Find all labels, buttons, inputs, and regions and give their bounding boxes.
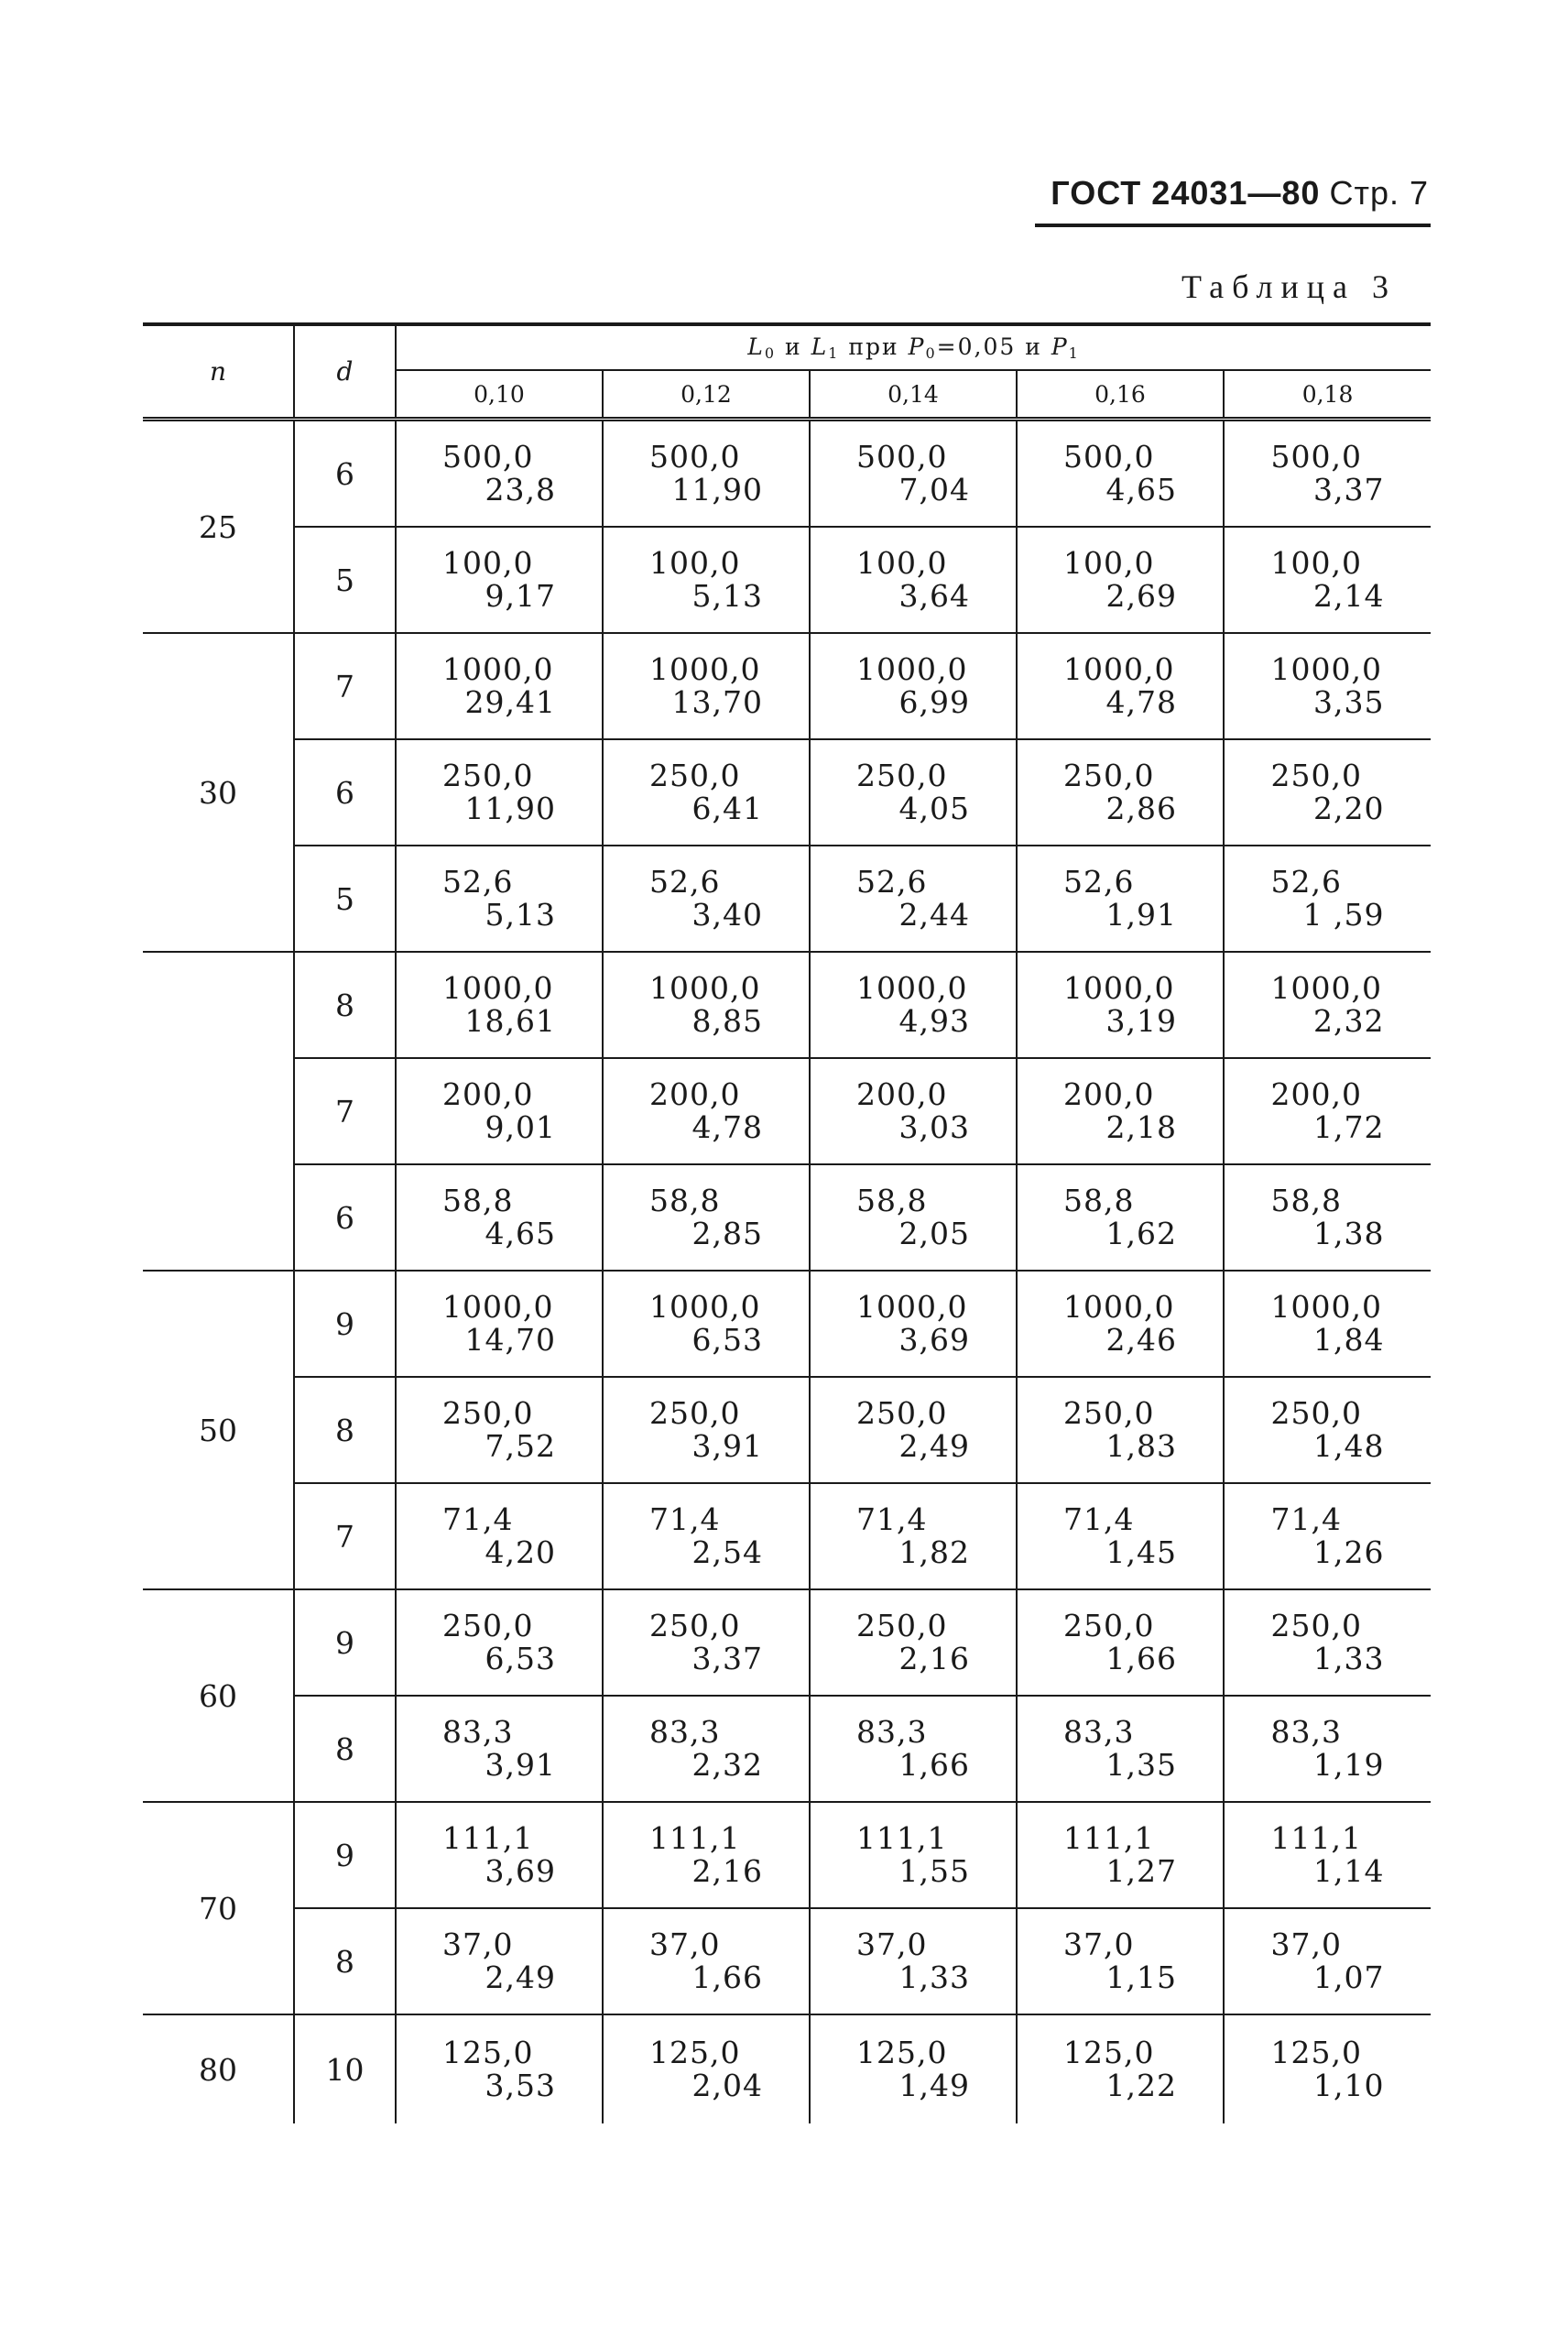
value-l1: 2,49 — [898, 1428, 970, 1464]
value-l1: 3,40 — [691, 897, 763, 933]
cell-value — [603, 846, 810, 952]
value-l0: 111,1 — [1270, 1820, 1363, 1856]
cell-value — [810, 1377, 1017, 1483]
value-l0: 100,0 — [856, 545, 948, 581]
table-3 — [143, 322, 1431, 2123]
cell-value — [396, 739, 603, 846]
value-l0: 71,4 — [856, 1501, 928, 1537]
value-l0: 1000,0 — [442, 1289, 554, 1325]
cell-d: 6 — [294, 420, 396, 528]
value-l0: 58,8 — [1063, 1183, 1135, 1218]
cell-n: 30 — [143, 633, 294, 952]
header-rule — [1035, 224, 1431, 227]
cell-d: 10 — [294, 2014, 396, 2123]
value-l0: 1000,0 — [442, 970, 554, 1006]
value-l0: 52,6 — [442, 864, 514, 900]
value-l1: 1,66 — [898, 1747, 970, 1783]
table-body — [143, 420, 1431, 2124]
value-l1: 1,38 — [1313, 1216, 1385, 1251]
value-l0: 71,4 — [649, 1501, 721, 1537]
value-l1: 13,70 — [671, 684, 763, 720]
cell-value — [1224, 1271, 1431, 1377]
value-l0: 1000,0 — [856, 651, 968, 687]
cell-value — [1224, 2014, 1431, 2123]
cell-value — [603, 952, 810, 1058]
cell-value — [396, 1058, 603, 1164]
data-table — [143, 322, 1431, 2123]
cell-value — [1224, 420, 1431, 528]
cell-value — [1017, 1696, 1224, 1802]
cell-value — [810, 1483, 1017, 1589]
value-l1: 3,19 — [1105, 1003, 1177, 1039]
value-l1: 1,84 — [1313, 1322, 1385, 1358]
table-row — [143, 527, 1431, 633]
value-l0: 71,4 — [442, 1501, 514, 1537]
cell-value — [810, 952, 1017, 1058]
value-l1: 2,16 — [691, 1853, 763, 1889]
value-l0: 1000,0 — [1063, 651, 1175, 687]
value-l1: 1,83 — [1105, 1428, 1177, 1464]
value-l0: 200,0 — [442, 1076, 534, 1112]
value-l1: 1,82 — [898, 1534, 970, 1570]
cell-value — [1224, 633, 1431, 739]
cell-value — [396, 952, 603, 1058]
value-l1: 11,90 — [671, 472, 763, 508]
cell-value — [1224, 952, 1431, 1058]
value-l0: 83,3 — [1270, 1714, 1343, 1750]
value-l1: 2,32 — [1313, 1003, 1385, 1039]
cell-value — [603, 1483, 810, 1589]
cell-value — [603, 1802, 810, 1908]
value-l0: 500,0 — [1063, 439, 1155, 475]
value-l1: 1,26 — [1313, 1534, 1385, 1570]
value-l1: 2,04 — [691, 2068, 763, 2103]
value-l1: 6,53 — [485, 1641, 556, 1676]
value-l0: 58,8 — [856, 1183, 928, 1218]
value-l1: 8,85 — [691, 1003, 763, 1039]
value-l0: 1000,0 — [649, 970, 761, 1006]
value-l1: 1,66 — [691, 1959, 763, 1995]
value-l1: 1,19 — [1313, 1747, 1385, 1783]
cell-value — [396, 1589, 603, 1696]
value-l0: 100,0 — [649, 545, 741, 581]
value-l1: 1,49 — [898, 2068, 970, 2103]
value-l0: 100,0 — [1270, 545, 1363, 581]
cell-value — [810, 633, 1017, 739]
value-l0: 71,4 — [1063, 1501, 1135, 1537]
value-l0: 1000,0 — [649, 1289, 761, 1325]
value-l1: 11,90 — [464, 791, 556, 826]
cell-value — [603, 633, 810, 739]
cell-value — [396, 1908, 603, 2014]
cell-value — [1017, 1589, 1224, 1696]
value-l0: 1000,0 — [1270, 970, 1382, 1006]
value-l0: 71,4 — [1270, 1501, 1343, 1537]
value-l0: 52,6 — [856, 864, 928, 900]
value-l0: 125,0 — [649, 2035, 741, 2070]
value-l0: 250,0 — [442, 758, 534, 793]
cell-value — [603, 1271, 810, 1377]
cell-value — [1017, 739, 1224, 846]
cell-d: 9 — [294, 1589, 396, 1696]
value-l1: 1,35 — [1105, 1747, 1177, 1783]
value-l1: 5,13 — [691, 578, 763, 614]
value-l0: 1000,0 — [1270, 651, 1382, 687]
value-l0: 58,8 — [442, 1183, 514, 1218]
cell-value — [810, 1908, 1017, 2014]
cell-value — [810, 1271, 1017, 1377]
value-l0: 52,6 — [1063, 864, 1135, 900]
value-l0: 37,0 — [649, 1927, 721, 1962]
value-l1: 2,20 — [1313, 791, 1385, 826]
value-l1: 2,85 — [691, 1216, 763, 1251]
cell-value — [1224, 1802, 1431, 1908]
value-l1: 3,37 — [691, 1641, 763, 1676]
cell-value — [1224, 1058, 1431, 1164]
cell-value — [603, 1058, 810, 1164]
column-header-n: n — [143, 324, 294, 420]
cell-d: 8 — [294, 1377, 396, 1483]
cell-value — [396, 1271, 603, 1377]
cell-value — [603, 527, 810, 633]
table-row — [143, 952, 1431, 1058]
cell-n: 60 — [143, 1589, 294, 1802]
cell-d: 7 — [294, 633, 396, 739]
cell-value — [1224, 527, 1431, 633]
column-header-p1: 0,10 — [396, 370, 603, 420]
value-l1: 3,91 — [691, 1428, 763, 1464]
value-l0: 200,0 — [1270, 1076, 1363, 1112]
value-l1: 1,62 — [1105, 1216, 1177, 1251]
cell-value — [1017, 1058, 1224, 1164]
value-l0: 250,0 — [649, 1395, 741, 1431]
cell-value — [396, 420, 603, 528]
value-l1: 2,44 — [898, 897, 970, 933]
standard-number: ГОСТ 24031—80 — [1051, 174, 1321, 212]
value-l1: 4,78 — [1105, 684, 1177, 720]
value-l1: 1 ,59 — [1302, 897, 1385, 933]
cell-value — [1017, 846, 1224, 952]
cell-value — [1017, 1164, 1224, 1271]
cell-value — [1017, 1377, 1224, 1483]
column-group-header: $L_0$ и $L_1$ при $P_0=0,05$ и $P_1$ — [396, 324, 1431, 370]
table-row — [143, 633, 1431, 739]
value-l1: 3,64 — [898, 578, 970, 614]
value-l1: 1,66 — [1105, 1641, 1177, 1676]
value-l0: 111,1 — [442, 1820, 534, 1856]
value-l1: 2,86 — [1105, 791, 1177, 826]
cell-value — [396, 1696, 603, 1802]
cell-d: 7 — [294, 1058, 396, 1164]
value-l1: 1,27 — [1105, 1853, 1177, 1889]
value-l1: 2,46 — [1105, 1322, 1177, 1358]
cell-value — [396, 1164, 603, 1271]
cell-value — [1017, 952, 1224, 1058]
value-l0: 100,0 — [442, 545, 534, 581]
value-l0: 125,0 — [1063, 2035, 1155, 2070]
value-l1: 1,33 — [1313, 1641, 1385, 1676]
cell-d: 6 — [294, 739, 396, 846]
value-l1: 4,93 — [898, 1003, 970, 1039]
cell-value — [1017, 2014, 1224, 2123]
value-l0: 250,0 — [442, 1395, 534, 1431]
value-l1: 3,03 — [898, 1109, 970, 1145]
cell-value — [396, 1802, 603, 1908]
cell-value — [1224, 846, 1431, 952]
table-row — [143, 1483, 1431, 1589]
value-l0: 200,0 — [649, 1076, 741, 1112]
cell-value — [1224, 1164, 1431, 1271]
value-l1: 4,05 — [898, 791, 970, 826]
table-row — [143, 846, 1431, 952]
cell-n — [143, 952, 294, 1271]
column-header-p1: 0,14 — [810, 370, 1017, 420]
value-l1: 1,72 — [1313, 1109, 1385, 1145]
cell-value — [603, 1908, 810, 2014]
cell-d: 6 — [294, 1164, 396, 1271]
cell-d: 8 — [294, 952, 396, 1058]
value-l1: 3,91 — [485, 1747, 556, 1783]
cell-value — [396, 2014, 603, 2123]
cell-value — [396, 1377, 603, 1483]
value-l1: 23,8 — [485, 472, 556, 508]
value-l0: 250,0 — [1270, 1395, 1363, 1431]
cell-value — [1224, 1377, 1431, 1483]
table-row — [143, 1164, 1431, 1271]
value-l1: 4,20 — [485, 1534, 556, 1570]
cell-value — [810, 527, 1017, 633]
cell-value — [603, 1589, 810, 1696]
value-l1: 2,14 — [1313, 578, 1385, 614]
cell-value — [810, 2014, 1017, 2123]
value-l0: 200,0 — [1063, 1076, 1155, 1112]
cell-value — [1224, 1483, 1431, 1589]
value-l1: 3,37 — [1313, 472, 1385, 508]
value-l1: 6,99 — [898, 684, 970, 720]
cell-value — [603, 739, 810, 846]
value-l1: 1,55 — [898, 1853, 970, 1889]
value-l0: 83,3 — [649, 1714, 721, 1750]
value-l1: 1,14 — [1313, 1853, 1385, 1889]
value-l1: 9,01 — [485, 1109, 556, 1145]
cell-value — [1017, 1802, 1224, 1908]
value-l1: 7,52 — [485, 1428, 556, 1464]
table-row — [143, 1802, 1431, 1908]
cell-value — [396, 633, 603, 739]
column-header-p1: 0,18 — [1224, 370, 1431, 420]
cell-value — [810, 846, 1017, 952]
cell-value — [810, 1696, 1017, 1802]
cell-value — [1224, 739, 1431, 846]
table-label: Таблица 3 — [1181, 268, 1397, 305]
cell-value — [810, 1058, 1017, 1164]
value-l0: 500,0 — [856, 439, 948, 475]
table-row — [143, 420, 1431, 528]
value-l0: 100,0 — [1063, 545, 1155, 581]
cell-value — [810, 1589, 1017, 1696]
value-l1: 1,33 — [898, 1959, 970, 1995]
value-l0: 125,0 — [856, 2035, 948, 2070]
cell-n: 70 — [143, 1802, 294, 2014]
cell-value — [1017, 1271, 1224, 1377]
cell-value — [1017, 1483, 1224, 1589]
value-l1: 1,10 — [1313, 2068, 1385, 2103]
cell-n: 80 — [143, 2014, 294, 2123]
value-l1: 4,65 — [485, 1216, 556, 1251]
value-l0: 250,0 — [856, 1395, 948, 1431]
cell-value — [396, 846, 603, 952]
value-l0: 1000,0 — [1063, 1289, 1175, 1325]
value-l0: 1000,0 — [1270, 1289, 1382, 1325]
value-l0: 1000,0 — [856, 1289, 968, 1325]
cell-value — [396, 527, 603, 633]
table-row — [143, 1696, 1431, 1802]
cell-value — [1224, 1696, 1431, 1802]
value-l1: 18,61 — [464, 1003, 556, 1039]
value-l0: 250,0 — [649, 1608, 741, 1643]
value-l0: 1000,0 — [649, 651, 761, 687]
table-row — [143, 2014, 1431, 2123]
value-l0: 500,0 — [649, 439, 741, 475]
value-l1: 2,69 — [1105, 578, 1177, 614]
table-row — [143, 1589, 1431, 1696]
cell-d: 8 — [294, 1908, 396, 2014]
value-l1: 14,70 — [464, 1322, 556, 1358]
value-l1: 2,05 — [898, 1216, 970, 1251]
cell-value — [1017, 1908, 1224, 2014]
cell-value — [396, 1483, 603, 1589]
cell-value — [1017, 527, 1224, 633]
cell-d: 5 — [294, 846, 396, 952]
value-l0: 500,0 — [1270, 439, 1363, 475]
value-l0: 1000,0 — [856, 970, 968, 1006]
value-l0: 1000,0 — [1063, 970, 1175, 1006]
value-l0: 200,0 — [856, 1076, 948, 1112]
cell-value — [810, 420, 1017, 528]
cell-value — [810, 1802, 1017, 1908]
value-l0: 125,0 — [442, 2035, 534, 2070]
value-l1: 2,54 — [691, 1534, 763, 1570]
value-l1: 5,13 — [485, 897, 556, 933]
cell-n: 50 — [143, 1271, 294, 1589]
column-header-p1: 0,12 — [603, 370, 810, 420]
value-l1: 1,15 — [1105, 1959, 1177, 1995]
table-row — [143, 1377, 1431, 1483]
cell-value — [603, 2014, 810, 2123]
value-l0: 37,0 — [1063, 1927, 1135, 1962]
value-l0: 250,0 — [1063, 1608, 1155, 1643]
value-l0: 250,0 — [856, 1608, 948, 1643]
value-l1: 3,69 — [485, 1853, 556, 1889]
cell-value — [1224, 1589, 1431, 1696]
table-row — [143, 739, 1431, 846]
cell-value — [1017, 633, 1224, 739]
value-l0: 500,0 — [442, 439, 534, 475]
value-l0: 111,1 — [649, 1820, 741, 1856]
value-l1: 9,17 — [485, 578, 556, 614]
table-row — [143, 1908, 1431, 2014]
value-l0: 111,1 — [1063, 1820, 1155, 1856]
value-l0: 250,0 — [1270, 1608, 1363, 1643]
cell-value — [810, 739, 1017, 846]
cell-value — [603, 420, 810, 528]
value-l0: 37,0 — [442, 1927, 514, 1962]
value-l0: 250,0 — [1270, 758, 1363, 793]
value-l0: 52,6 — [649, 864, 721, 900]
cell-value — [603, 1164, 810, 1271]
cell-d: 7 — [294, 1483, 396, 1589]
cell-d: 5 — [294, 527, 396, 633]
value-l1: 2,49 — [485, 1959, 556, 1995]
value-l1: 2,16 — [898, 1641, 970, 1676]
value-l0: 250,0 — [649, 758, 741, 793]
cell-d: 9 — [294, 1271, 396, 1377]
value-l0: 83,3 — [1063, 1714, 1135, 1750]
value-l1: 6,53 — [691, 1322, 763, 1358]
page-number: Стр. 7 — [1329, 174, 1429, 212]
value-l0: 58,8 — [1270, 1183, 1343, 1218]
value-l0: 83,3 — [856, 1714, 928, 1750]
value-l1: 2,18 — [1105, 1109, 1177, 1145]
value-l0: 111,1 — [856, 1820, 948, 1856]
cell-value — [1017, 420, 1224, 528]
value-l0: 58,8 — [649, 1183, 721, 1218]
value-l0: 125,0 — [1270, 2035, 1363, 2070]
table-row — [143, 1058, 1431, 1164]
value-l1: 4,65 — [1105, 472, 1177, 508]
column-header-d: d — [294, 324, 396, 420]
value-l0: 250,0 — [856, 758, 948, 793]
page-header — [962, 174, 1429, 213]
value-l0: 250,0 — [1063, 1395, 1155, 1431]
cell-n: 25 — [143, 420, 294, 634]
value-l1: 3,35 — [1313, 684, 1385, 720]
value-l1: 1,48 — [1313, 1428, 1385, 1464]
value-l0: 83,3 — [442, 1714, 514, 1750]
cell-d: 9 — [294, 1802, 396, 1908]
value-l0: 1000,0 — [442, 651, 554, 687]
value-l1: 1,07 — [1313, 1959, 1385, 1995]
column-header-p1: 0,16 — [1017, 370, 1224, 420]
cell-value — [1224, 1908, 1431, 2014]
cell-d: 8 — [294, 1696, 396, 1802]
cell-value — [603, 1696, 810, 1802]
value-l1: 1,22 — [1105, 2068, 1177, 2103]
value-l1: 7,04 — [898, 472, 970, 508]
value-l0: 250,0 — [1063, 758, 1155, 793]
table-row — [143, 1271, 1431, 1377]
value-l1: 6,41 — [691, 791, 763, 826]
value-l1: 3,53 — [485, 2068, 556, 2103]
value-l0: 37,0 — [1270, 1927, 1343, 1962]
value-l0: 37,0 — [856, 1927, 928, 1962]
cell-value — [603, 1377, 810, 1483]
value-l0: 52,6 — [1270, 864, 1343, 900]
value-l1: 4,78 — [691, 1109, 763, 1145]
cell-value — [810, 1164, 1017, 1271]
value-l1: 2,32 — [691, 1747, 763, 1783]
value-l1: 1,91 — [1105, 897, 1177, 933]
value-l1: 3,69 — [898, 1322, 970, 1358]
value-l1: 1,45 — [1105, 1534, 1177, 1570]
value-l0: 250,0 — [442, 1608, 534, 1643]
value-l1: 29,41 — [464, 684, 556, 720]
